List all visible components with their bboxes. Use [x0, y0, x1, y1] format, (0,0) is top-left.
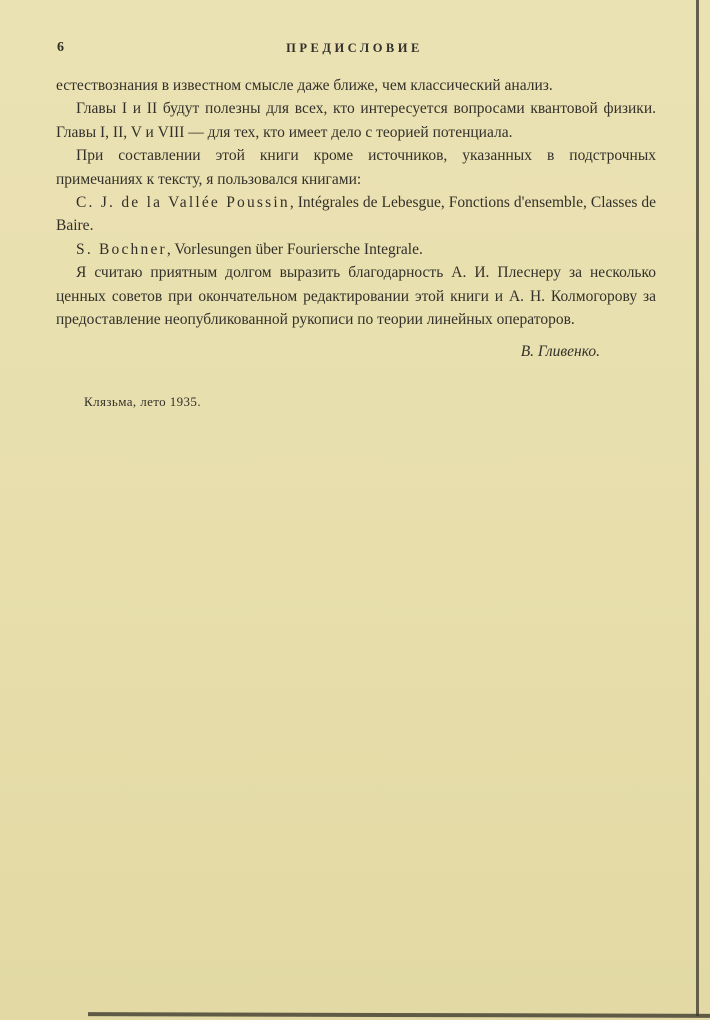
- bibliography-entry-bochner: [56, 238, 656, 261]
- page-edge-shadow-bottom: [88, 1012, 710, 1018]
- paragraph-acknowledgements: Я считаю приятным долгом выразить благодарность А. И. Плеснеру за несколько ценных советов при окончательном редактировании этой книги и А. Н. Колмогорову за предоставление неопубликованной рукописи по теории линейных операторов.: [56, 264, 656, 329]
- bibliography-entry-vallee-poussin: [56, 191, 656, 238]
- running-header: [57, 40, 652, 58]
- bibliography-entry-title: , Vorlesungen über Fouriersche Integrale.: [166, 240, 423, 258]
- page-number: 6: [57, 40, 65, 55]
- place-date-line: Клязьма, лето 1935.: [84, 393, 201, 409]
- paragraph-sources-intro: При составлении этой книги кроме источников, указанных в подстрочных примечаниях к тексту, я пользовался книгами:: [56, 147, 656, 188]
- paragraph-continuation: естествознания в известном смысле даже ближе, чем классический анализ.: [56, 77, 553, 94]
- paragraph-chapters-note: Главы I и II будут полезны для всех, кто интересуется вопросами квантовой физики. Главы I, II, V и VIII — для тех, кто имеет дело с теорией потенциала.: [56, 100, 656, 141]
- bibliography-entry-title: , Intégrales de Lebesgue, Fonctions d'ensemble, Classes de Baire.: [56, 194, 656, 235]
- page-edge-shadow-right: [696, 0, 699, 1016]
- author-name-bochner: S. Bochner: [76, 240, 167, 258]
- author-signature: В. Гливенко.: [520, 343, 600, 361]
- page-body-text: [56, 74, 656, 413]
- chapter-header-title: ПРЕДИСЛОВИЕ: [286, 41, 423, 55]
- author-name-vallee-poussin: C. J. de la Vallée Poussin: [76, 194, 290, 212]
